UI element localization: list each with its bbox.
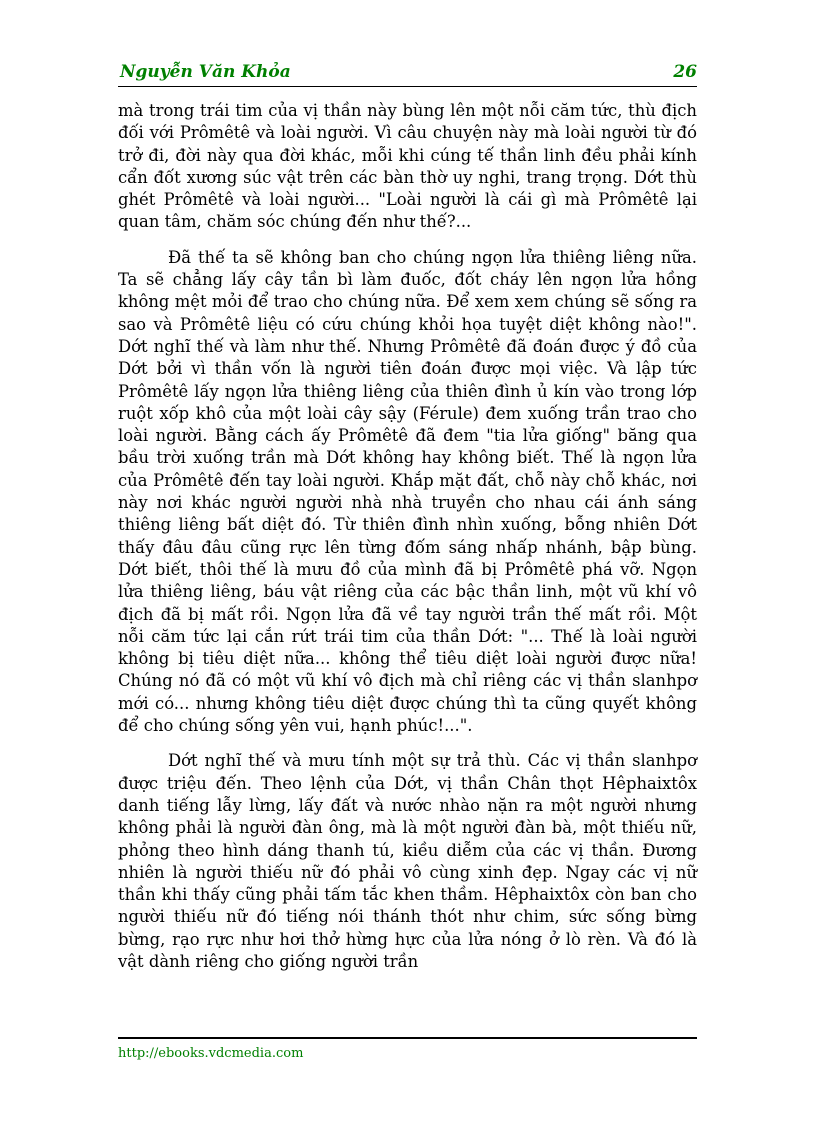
footer-url: http://ebooks.vdcmedia.com [118, 1046, 304, 1061]
page-body [118, 100, 697, 986]
footer-divider [118, 1037, 697, 1039]
author-name: Nguyễn Văn Khỏa [120, 62, 291, 82]
page-number: 26 [673, 62, 697, 82]
paragraph-1: mà trong trái tim của vị thần này bùng lên một nỗi căm tức, thù địch đối với Prômêtê và loài người. Vì câu chuyện này mà loài người từ đó trở đi, đời này qua đời khác, mỗi khi cúng tế thần linh đều phải kính cẩn đốt xương súc vật trên các bàn thờ uy nghi, trang trọng. Dớt thù ghét Prômêtê và loài người... "Loài người là cái gì mà Prômêtê lại quan tâm, chăm sóc chúng đến như thế?... [118, 101, 697, 232]
page-header [118, 60, 697, 87]
paragraph-3: Dớt nghĩ thế và mưu tính một sự trả thù. Các vị thần slanhpơ được triệu đến. Theo lệnh của Dớt, vị thần Chân thọt Hêphaixtôx danh tiếng lẫy lừng, lấy đất và nước nhào nặn ra một người nhưng không phải là người đàn ông, mà là một người đàn bà, một thiếu nữ, phỏng theo hình dáng thanh tú, kiều diễm của các vị thần. Đương nhiên là người thiếu nữ đó phải vô cùng xinh đẹp. Ngay các vị nữ thần khi thấy cũng phải tấm tắc khen thầm. Hêphaixtôx còn ban cho người thiếu nữ đó tiếng nói thánh thót như chim, sức sống bừng bừng, rạo rực như hơi thở hừng hực của lửa nóng ở lò rèn. Và đó là vật dành riêng cho giống người trần [118, 751, 697, 971]
paragraph-2: Đã thế ta sẽ không ban cho chúng ngọn lửa thiêng liêng nữa. Ta sẽ chẳng lấy cây tần bì làm đuốc, đốt cháy lên ngọn lửa hồng không mệt mỏi để trao cho chúng nữa. Để xem xem chúng sẽ sống ra sao và Prômêtê liệu có cứu chúng khỏi họa tuyệt diệt không nào!". Dớt nghĩ thế và làm như thế. Nhưng Prômêtê đã đoán được ý đồ của Dớt bởi vì thần vốn là người tiên đoán được mọi việc. Và lập tức Prômêtê lấy ngọn lửa thiêng liêng của thiên đình ủ kín vào trong lớp ruột xốp khô của một loài cây sậy (Férule) đem xuống trần trao cho loài người. Bằng cách ấy Prômêtê đã đem "tia lửa giống" băng qua bầu trời xuống trần mà Dớt không hay không biết. Thế là ngọn lửa của Prômêtê đến tay loài người. Khắp mặt đất, chỗ này chỗ khác, nơi này nơi khác người người nhà nhà truyền cho nhau cái ánh sáng thiêng liêng bất diệt đó. Từ thiên đình nhìn xuống, bỗng nhiên Dớt thấy đâu đâu cũng rực lên từng đốm sáng nhấp nhánh, bập bùng. Dớt biết, thôi thế là mưu đồ của mình đã bị Prômêtê phá vỡ. Ngọn lửa thiêng liêng, báu vật riêng của các bậc thần linh, một vũ khí vô địch đã bị mất rồi. Ngọn lửa đã về tay người trần thế mất rồi. Một nỗi căm tức lại cắn rứt trái tim của thần Dớt: "... Thế là loài người không bị tiêu diệt nữa... không thể tiêu diệt loài người được nữa! Chúng nó đã có một vũ khí vô địch mà chỉ riêng các vị thần slanhpơ mới có... nhưng không tiêu diệt được chúng thì ta cũng quyết không để cho chúng sống yên vui, hạnh phúc!...". [118, 247, 697, 736]
